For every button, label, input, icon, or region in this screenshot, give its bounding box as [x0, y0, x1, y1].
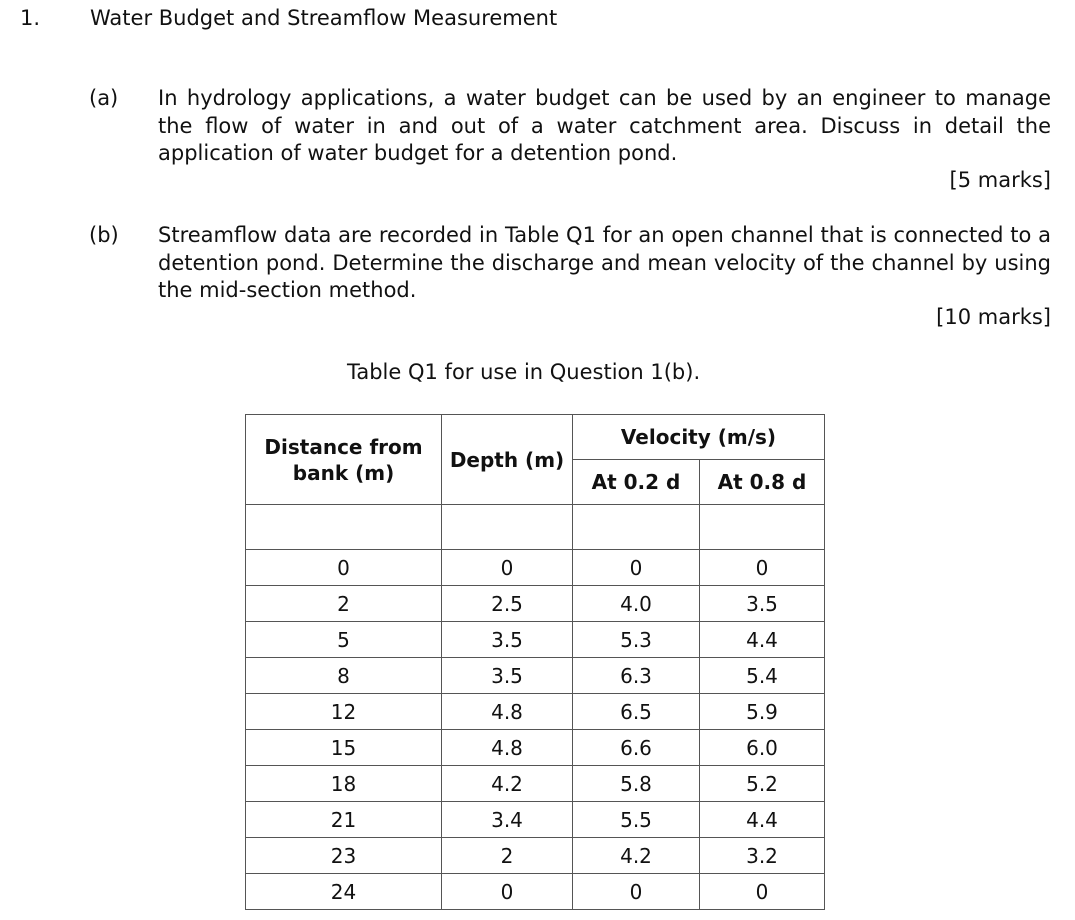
distance-cell: 21 — [246, 802, 442, 838]
velocity-0-8d-cell: 5.4 — [700, 658, 825, 694]
table-row — [246, 730, 825, 766]
velocity-0-8d-cell: 0 — [700, 550, 825, 586]
table-row — [246, 586, 825, 622]
depth-cell: 3.5 — [442, 622, 573, 658]
header-spacer-cell — [700, 505, 825, 550]
part-a-label: (a) — [89, 86, 119, 110]
velocity-0-2d-cell: 0 — [573, 550, 700, 586]
velocity-0-2d-cell: 5.8 — [573, 766, 700, 802]
velocity-0-2d-cell: 5.5 — [573, 802, 700, 838]
distance-cell: 8 — [246, 658, 442, 694]
header-spacer-row — [246, 505, 825, 550]
header-velocity: Velocity (m/s) — [573, 415, 825, 460]
part-a-marks: [5 marks] — [949, 168, 1051, 192]
header-spacer-cell — [246, 505, 442, 550]
depth-cell: 4.8 — [442, 694, 573, 730]
depth-cell: 3.5 — [442, 658, 573, 694]
depth-cell: 2.5 — [442, 586, 573, 622]
table-caption: Table Q1 for use in Question 1(b). — [347, 360, 701, 384]
distance-cell: 15 — [246, 730, 442, 766]
depth-cell: 4.2 — [442, 766, 573, 802]
depth-cell: 0 — [442, 874, 573, 910]
table-row — [246, 874, 825, 910]
part-a-text: In hydrology applications, a water budget can be used by an engineer to manage the flow of water in and out of a water catchment area. Discuss in detail the application of water budget for a detention pond. — [158, 86, 1051, 165]
table-row — [246, 550, 825, 586]
part-b-label: (b) — [89, 223, 119, 247]
depth-cell: 0 — [442, 550, 573, 586]
part-b-text: Streamflow data are recorded in Table Q1 for an open channel that is connected to a detention pond. Determine the discharge and mean velocity of the channel by using the mid-section method. — [158, 223, 1051, 302]
velocity-0-8d-cell: 3.2 — [700, 838, 825, 874]
velocity-0-2d-cell: 6.3 — [573, 658, 700, 694]
header-spacer-cell — [573, 505, 700, 550]
velocity-0-8d-cell: 4.4 — [700, 802, 825, 838]
velocity-0-8d-cell: 4.4 — [700, 622, 825, 658]
velocity-0-8d-cell: 6.0 — [700, 730, 825, 766]
header-distance: Distance from bank (m) — [246, 415, 442, 505]
table-row — [246, 694, 825, 730]
header-velocity-0-8d: At 0.8 d — [700, 460, 825, 505]
distance-cell: 12 — [246, 694, 442, 730]
header-spacer-cell — [442, 505, 573, 550]
header-velocity-0-2d: At 0.2 d — [573, 460, 700, 505]
table-row — [246, 802, 825, 838]
header-depth: Depth (m) — [442, 415, 573, 505]
table-row — [246, 658, 825, 694]
depth-cell: 2 — [442, 838, 573, 874]
question-number: 1. — [20, 6, 41, 30]
table-row — [246, 622, 825, 658]
velocity-0-2d-cell: 4.2 — [573, 838, 700, 874]
distance-cell: 2 — [246, 586, 442, 622]
question-title: Water Budget and Streamflow Measurement — [90, 6, 558, 30]
velocity-0-2d-cell: 6.6 — [573, 730, 700, 766]
velocity-0-2d-cell: 5.3 — [573, 622, 700, 658]
distance-cell: 5 — [246, 622, 442, 658]
velocity-0-2d-cell: 6.5 — [573, 694, 700, 730]
velocity-0-8d-cell: 0 — [700, 874, 825, 910]
distance-cell: 0 — [246, 550, 442, 586]
part-b-marks: [10 marks] — [936, 305, 1051, 329]
depth-cell: 3.4 — [442, 802, 573, 838]
velocity-0-8d-cell: 3.5 — [700, 586, 825, 622]
distance-cell: 24 — [246, 874, 442, 910]
depth-cell: 4.8 — [442, 730, 573, 766]
table-body — [246, 505, 825, 910]
table-row — [246, 766, 825, 802]
distance-cell: 18 — [246, 766, 442, 802]
distance-cell: 23 — [246, 838, 442, 874]
velocity-0-2d-cell: 0 — [573, 874, 700, 910]
velocity-0-8d-cell: 5.2 — [700, 766, 825, 802]
streamflow-table — [245, 414, 825, 910]
velocity-0-8d-cell: 5.9 — [700, 694, 825, 730]
table-row — [246, 838, 825, 874]
velocity-0-2d-cell: 4.0 — [573, 586, 700, 622]
